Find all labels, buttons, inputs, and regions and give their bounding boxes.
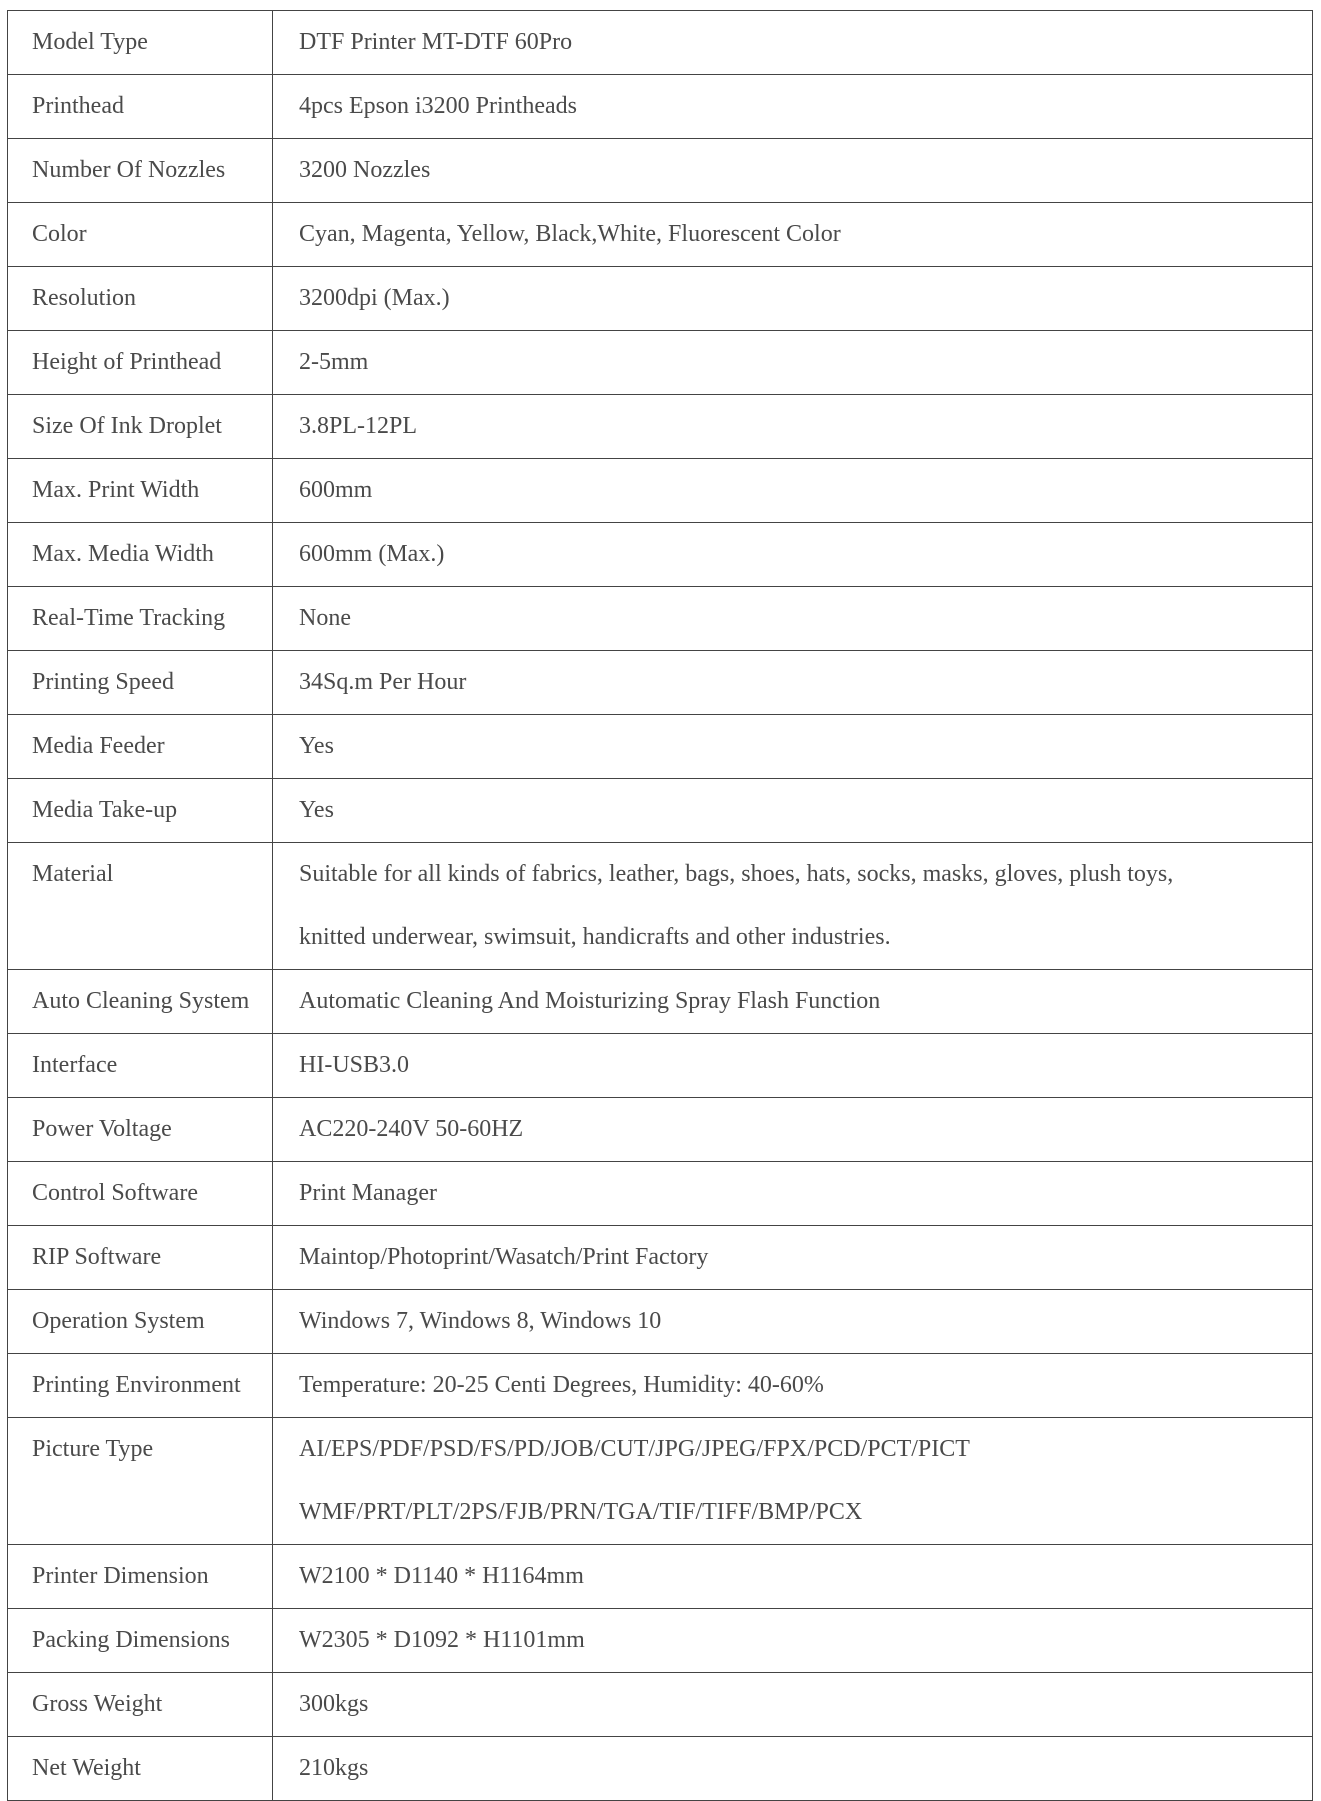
spec-value-line: 3.8PL-12PL <box>299 413 418 439</box>
spec-value <box>273 843 1313 970</box>
spec-label: Model Type <box>8 11 273 75</box>
spec-row <box>8 651 1313 715</box>
spec-value <box>273 1737 1313 1801</box>
spec-value-line: HI-USB3.0 <box>299 1052 410 1078</box>
spec-row <box>8 970 1313 1034</box>
spec-label: Resolution <box>8 267 273 331</box>
spec-row <box>8 331 1313 395</box>
spec-value <box>273 1609 1313 1673</box>
spec-label: Operation System <box>8 1290 273 1354</box>
spec-value-line: AI/EPS/PDF/PSD/FS/PD/JOB/CUT/JPG/JPEG/FPX/PCD/PCT/PICT <box>299 1436 970 1462</box>
spec-label: Printing Environment <box>8 1354 273 1418</box>
spec-value-line: 300kgs <box>299 1691 369 1717</box>
spec-value <box>273 523 1313 587</box>
spec-value <box>273 779 1313 843</box>
spec-value <box>273 459 1313 523</box>
spec-row <box>8 1226 1313 1290</box>
spec-value-line: knitted underwear, swimsuit, handicrafts and other industries. <box>299 924 891 950</box>
spec-label: Packing Dimensions <box>8 1609 273 1673</box>
spec-value <box>273 651 1313 715</box>
spec-value <box>273 1290 1313 1354</box>
spec-row <box>8 11 1313 75</box>
spec-row <box>8 587 1313 651</box>
spec-value <box>273 331 1313 395</box>
spec-label: Net Weight <box>8 1737 273 1801</box>
spec-label: Material <box>8 843 273 970</box>
spec-value <box>273 1418 1313 1545</box>
spec-value <box>273 139 1313 203</box>
spec-label: Real-Time Tracking <box>8 587 273 651</box>
spec-row <box>8 203 1313 267</box>
spec-table-body <box>8 11 1313 1801</box>
spec-value-line: Print Manager <box>299 1180 437 1206</box>
spec-value-line: Temperature: 20-25 Centi Degrees, Humidity: 40-60% <box>299 1372 824 1398</box>
spec-row <box>8 395 1313 459</box>
spec-label: Control Software <box>8 1162 273 1226</box>
spec-value-line: 3200dpi (Max.) <box>299 285 450 311</box>
spec-value-line: 210kgs <box>299 1755 369 1781</box>
spec-label: Interface <box>8 1034 273 1098</box>
spec-value <box>273 970 1313 1034</box>
spec-value-line: Suitable for all kinds of fabrics, leather, bags, shoes, hats, socks, masks, gloves, plush toys, <box>299 861 1174 887</box>
spec-label: Auto Cleaning System <box>8 970 273 1034</box>
spec-value-line: 3200 Nozzles <box>299 157 431 183</box>
spec-label: Gross Weight <box>8 1673 273 1737</box>
spec-label: Color <box>8 203 273 267</box>
spec-value-line: WMF/PRT/PLT/2PS/FJB/PRN/TGA/TIF/TIFF/BMP/PCX <box>299 1499 863 1525</box>
spec-value <box>273 715 1313 779</box>
spec-row <box>8 1737 1313 1801</box>
spec-row <box>8 1673 1313 1737</box>
spec-value <box>273 1034 1313 1098</box>
spec-label: Size Of Ink Droplet <box>8 395 273 459</box>
spec-value-line: Yes <box>299 733 334 759</box>
spec-label: RIP Software <box>8 1226 273 1290</box>
spec-label: Media Feeder <box>8 715 273 779</box>
spec-label: Picture Type <box>8 1418 273 1545</box>
spec-value-line: 34Sq.m Per Hour <box>299 669 467 695</box>
spec-label: Printhead <box>8 75 273 139</box>
spec-label: Printer Dimension <box>8 1545 273 1609</box>
spec-value <box>273 1545 1313 1609</box>
spec-value-line: DTF Printer MT-DTF 60Pro <box>299 29 573 55</box>
spec-row <box>8 1354 1313 1418</box>
spec-value <box>273 1226 1313 1290</box>
spec-row <box>8 1418 1313 1545</box>
spec-value-line: 600mm <box>299 477 373 503</box>
spec-label: Number Of Nozzles <box>8 139 273 203</box>
spec-table <box>7 10 1313 1801</box>
spec-value-line: Maintop/Photoprint/Wasatch/Print Factory <box>299 1244 709 1270</box>
spec-value <box>273 1162 1313 1226</box>
spec-row <box>8 779 1313 843</box>
spec-label: Max. Print Width <box>8 459 273 523</box>
spec-label: Max. Media Width <box>8 523 273 587</box>
spec-value <box>273 1673 1313 1737</box>
spec-value-line: Windows 7, Windows 8, Windows 10 <box>299 1308 662 1334</box>
spec-row <box>8 843 1313 970</box>
spec-label: Printing Speed <box>8 651 273 715</box>
spec-value-line: None <box>299 605 351 631</box>
spec-row <box>8 715 1313 779</box>
spec-value <box>273 75 1313 139</box>
spec-row <box>8 267 1313 331</box>
spec-row <box>8 459 1313 523</box>
spec-value-line: 2-5mm <box>299 349 369 375</box>
spec-value-line: AC220-240V 50-60HZ <box>299 1116 524 1142</box>
spec-row <box>8 1162 1313 1226</box>
spec-row <box>8 1290 1313 1354</box>
spec-value-line: 4pcs Epson i3200 Printheads <box>299 93 577 119</box>
spec-value-line: W2100 * D1140 * H1164mm <box>299 1563 584 1589</box>
spec-row <box>8 1098 1313 1162</box>
spec-value <box>273 1098 1313 1162</box>
spec-label: Power Voltage <box>8 1098 273 1162</box>
spec-value <box>273 587 1313 651</box>
spec-value <box>273 203 1313 267</box>
spec-value <box>273 11 1313 75</box>
spec-value-line: Automatic Cleaning And Moisturizing Spray Flash Function <box>299 988 881 1014</box>
spec-label: Height of Printhead <box>8 331 273 395</box>
spec-value-line: Yes <box>299 797 334 823</box>
spec-row <box>8 1609 1313 1673</box>
spec-value <box>273 267 1313 331</box>
spec-row <box>8 523 1313 587</box>
spec-value <box>273 395 1313 459</box>
spec-label: Media Take-up <box>8 779 273 843</box>
spec-value <box>273 1354 1313 1418</box>
spec-value-line: W2305 * D1092 * H1101mm <box>299 1627 585 1653</box>
spec-value-line: 600mm (Max.) <box>299 541 445 567</box>
spec-row <box>8 1034 1313 1098</box>
spec-row <box>8 139 1313 203</box>
spec-row <box>8 75 1313 139</box>
spec-row <box>8 1545 1313 1609</box>
spec-value-line: Cyan, Magenta, Yellow, Black,White, Fluorescent Color <box>299 221 841 247</box>
